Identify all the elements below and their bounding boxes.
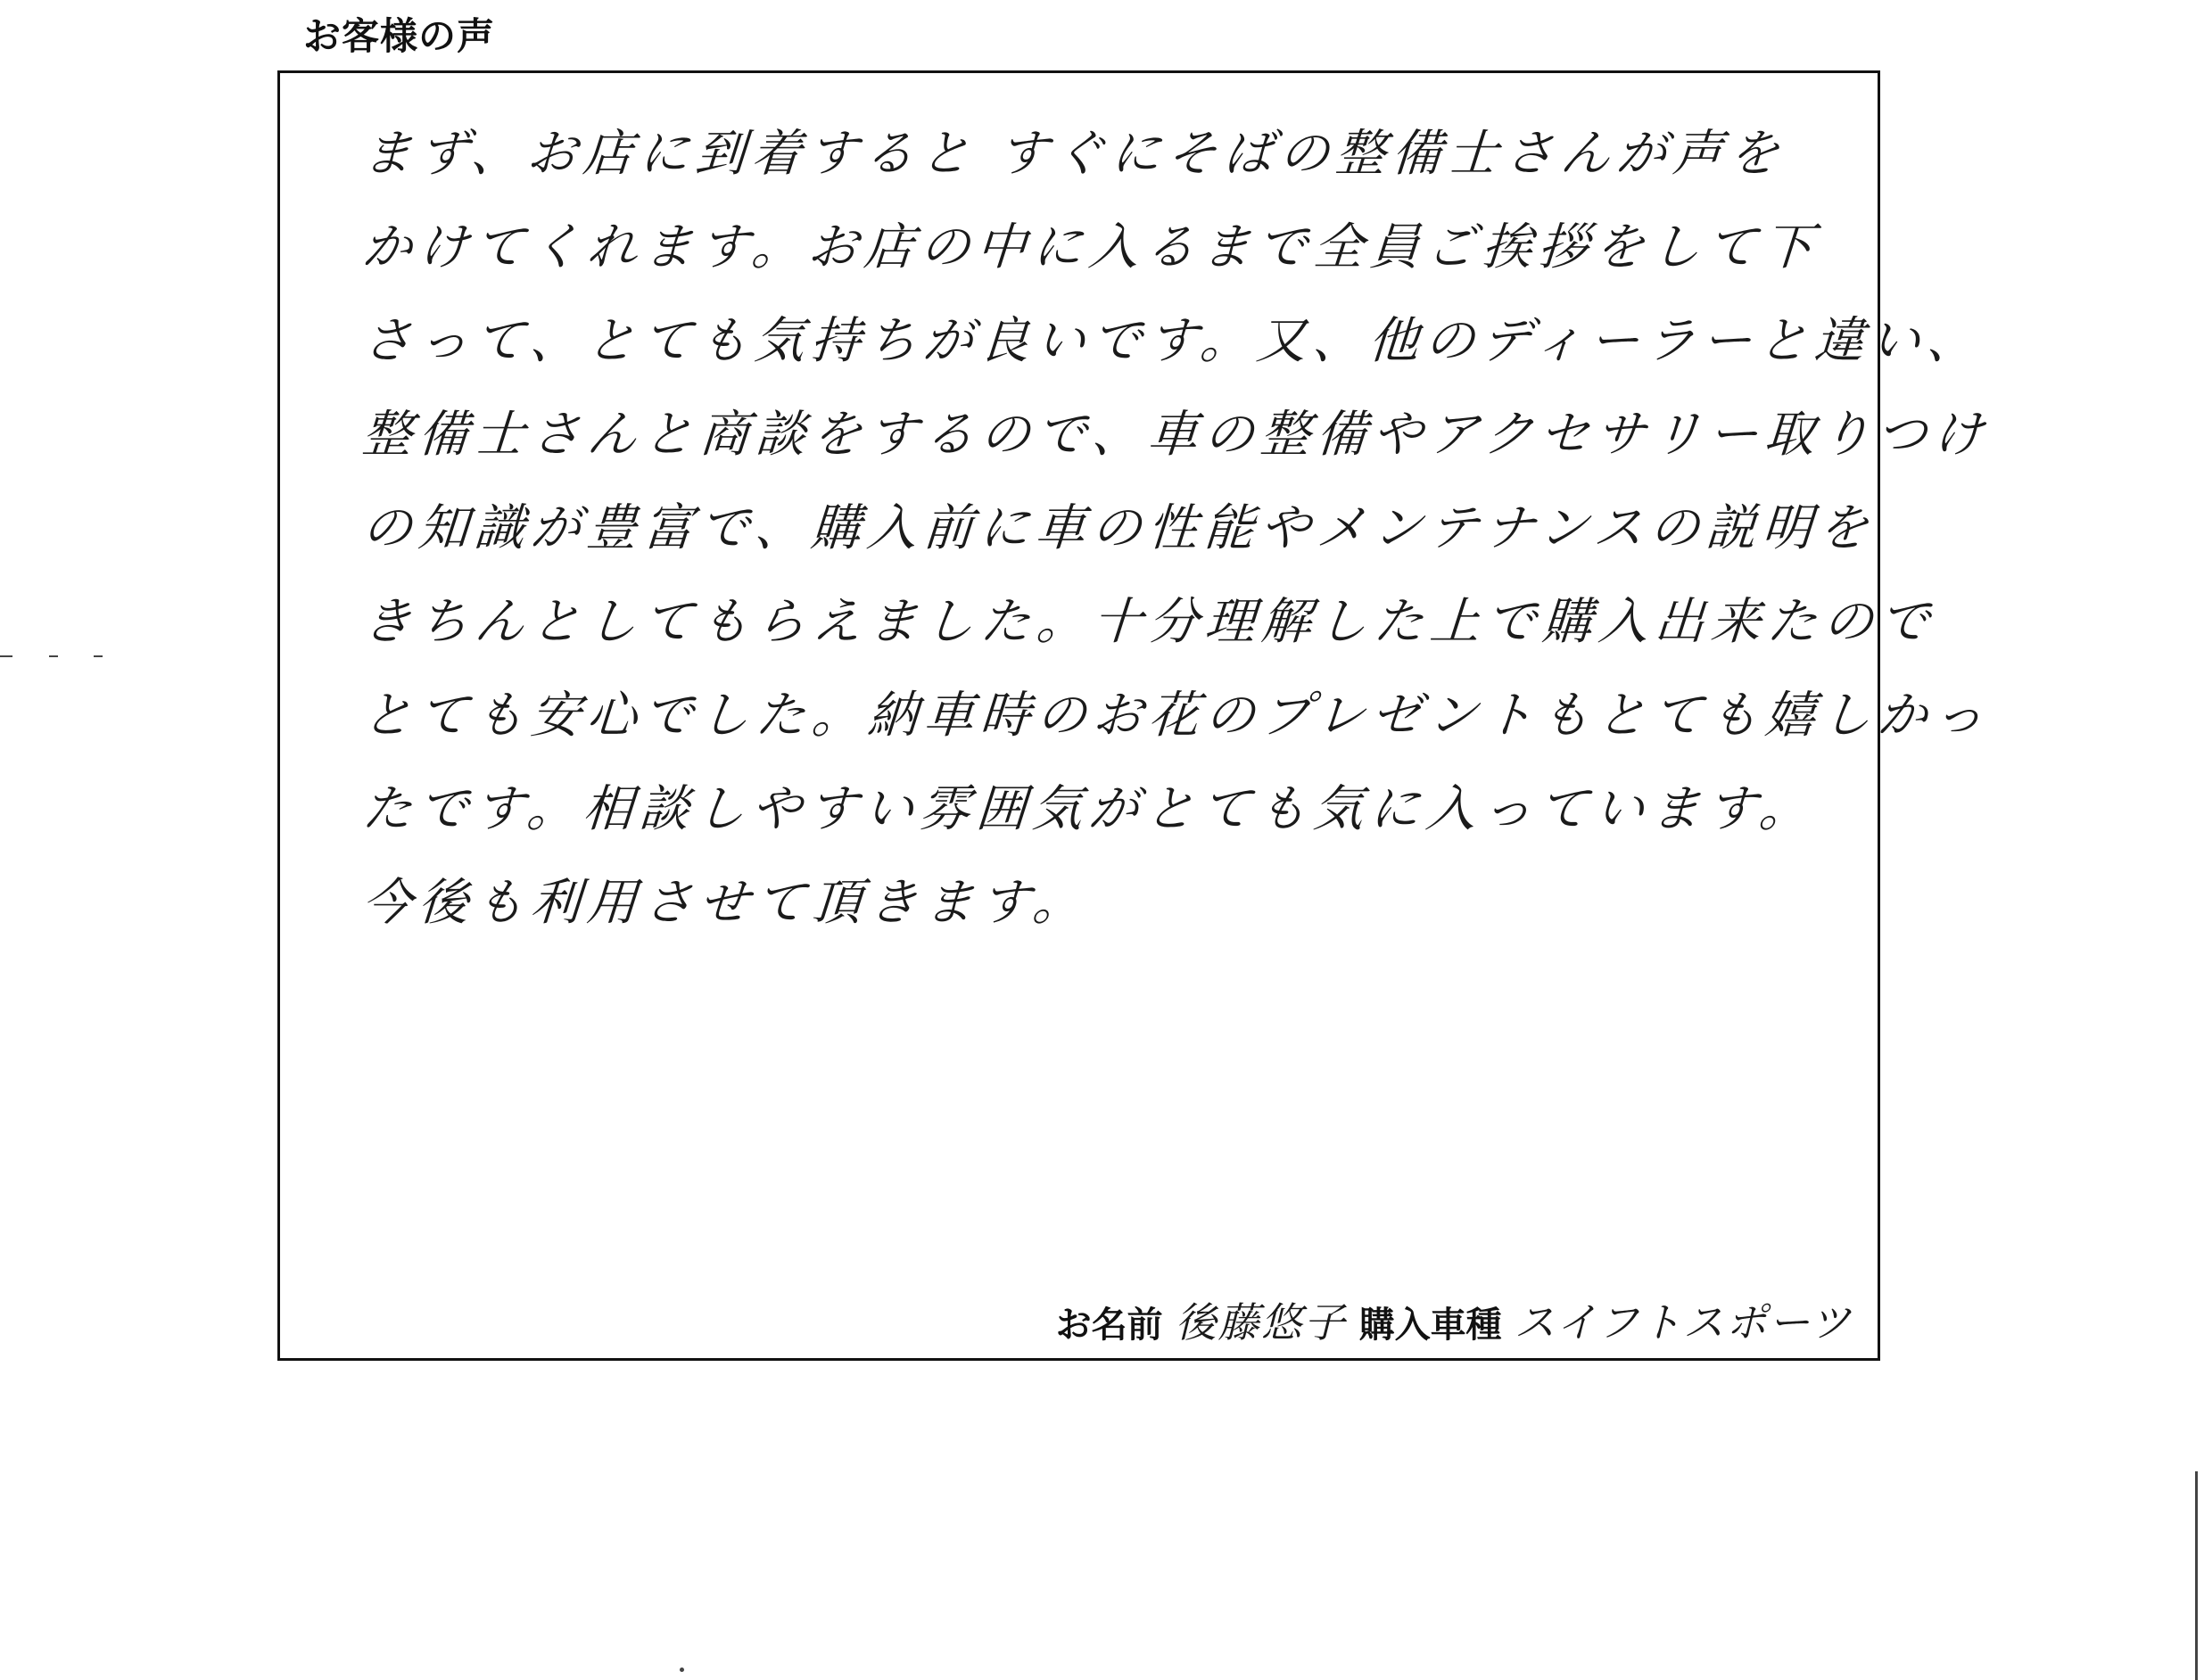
testimonial-line: まず、お店に到着すると すぐにそばの整備士さんが声を bbox=[359, 125, 1787, 183]
scan-dash bbox=[0, 655, 12, 657]
testimonial-line: とても安心でした。納車時のお花のプレゼントもとても嬉しかっ bbox=[359, 687, 1993, 745]
testimonial-line: 整備士さんと商談をするので、車の整備やアクセサリー取りつけ bbox=[359, 406, 1992, 464]
customer-name: 後藤悠子 bbox=[1175, 1298, 1347, 1346]
testimonial-line: の知識が豊富で、購入前に車の性能やメンテナンスの説明を bbox=[359, 499, 1877, 557]
scan-dash bbox=[49, 655, 58, 657]
testimonial-line: かけてくれます。お店の中に入るまで全員ご挨拶をして下 bbox=[359, 218, 1821, 276]
model-label: 購入車種 bbox=[1358, 1305, 1502, 1346]
testimonial-text bbox=[359, 107, 1993, 950]
scan-dash bbox=[2195, 1471, 2198, 1680]
name-label: お名前 bbox=[1055, 1305, 1163, 1346]
scan-dot bbox=[680, 1668, 684, 1672]
scan-dash bbox=[94, 655, 103, 657]
car-model: スイフトスポーツ bbox=[1514, 1298, 1853, 1346]
testimonial-box bbox=[277, 70, 1993, 1361]
testimonial-line: さって、とても気持ちが良いです。又、他のディーラーと違い、 bbox=[359, 312, 1985, 370]
customer-info bbox=[1056, 1290, 1853, 1349]
testimonial-line: たです。相談しやすい雰囲気がとても気に入っています。 bbox=[359, 780, 1818, 838]
testimonial-line: きちんとしてもらえました。十分理解した上で購入出来たので bbox=[359, 593, 1938, 651]
testimonial-line: 今後も利用させて頂きます。 bbox=[359, 874, 1091, 932]
page-title: お客様の声 bbox=[303, 14, 496, 58]
